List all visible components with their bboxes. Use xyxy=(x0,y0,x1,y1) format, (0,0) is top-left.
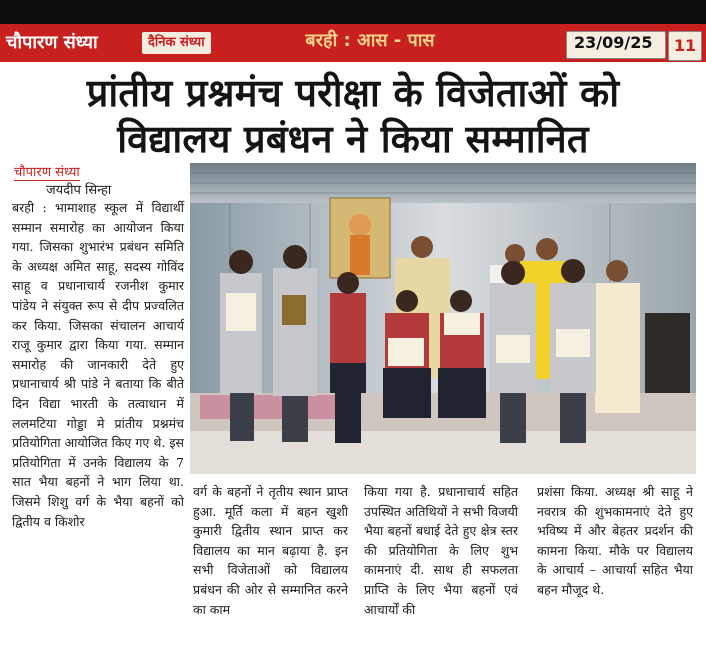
page-number: 11 xyxy=(668,31,702,61)
newspaper-brand: चौपारण संध्या xyxy=(6,32,98,53)
headline-line-1: प्रांतीय प्रश्नमंच परीक्षा के विजेताओं को xyxy=(86,71,620,115)
byline-author: जयदीप सिन्हा xyxy=(46,183,112,198)
byline-source: चौपारण संध्या xyxy=(14,162,80,181)
article-column-1: बरही : भामाशाह स्कूल में विद्यार्थी सम्मान समारोह का आयोजन किया गया. जिसका शुभारंभ प्रबंधन समिति के अध्यक्ष अमित साहू, सदस्य गोविंद साहू व प्रधानाचार्य रजनीश कुमार पांडेय ने संयुक्त रूप से दीप प्रज्वलित कर किया. जिसका संचालन आचार्य राजू कुमार द्वारा किया गया. सम्मान समारोह की जानकारी देते हुए प्रधानाचार्य श्री पांडे ने बताया कि बीते दिन विद्या भारती के तत्वाधान में ललमटिया गोड्डा मे प्रांतीय प्रश्नमंच प्रतियोगिता आयोजित किए गए थे. इस प्रतियोगिता में उनके विद्यालय के 7 सात भैया बहनों ने भाग लिया था. जिसमे शिशु वर्ग के भैया बहनों को द्वितीय व किशोर xyxy=(12,200,184,529)
article-column-2: वर्ग के बहनों ने तृतीय स्थान प्राप्त हुआ. मूर्ति कला में बहन खुशी कुमारी द्वितीय स्थान प्राप्त कर विद्यालय का मान बढ़ाया है. इन सभी विजेताओं को विद्यालय प्रबंधन की ओर से सम्मानित करने का काम xyxy=(193,484,348,617)
edition-label: दैनिक संध्या xyxy=(142,32,211,54)
article-column-3: किया गया है. प्रधानाचार्य सहित उपस्थित अतिथियों ने सभी विजयी भैया बहनों बधाई देते हुए क्षेत्र स्तर की प्रतियोगिता के लिए शुभ कामनाएं दी. साथ ही सफलता प्राप्ति के लिए भैया बहनों एवं आचार्यों की xyxy=(364,484,518,617)
section-title: बरही : आस - पास xyxy=(305,30,435,51)
headline-line-2: विद्यालय प्रबंधन ने किया सम्मानित xyxy=(117,117,589,161)
group-photo-illustration xyxy=(190,163,696,474)
issue-date: 23/09/25 xyxy=(574,33,653,52)
article-column-4: प्रशंसा किया. अध्यक्ष श्री साहू ने नवरात्र की शुभकामनाएं देते हुए भविष्य में और बेहतर प्रदर्शन की कामना किया. मौके पर विद्यालय के आचार्य – आचार्या सहित भैया बहन मौजूद थे. xyxy=(537,484,693,597)
top-black-strip xyxy=(0,0,706,24)
news-photo xyxy=(190,163,696,474)
